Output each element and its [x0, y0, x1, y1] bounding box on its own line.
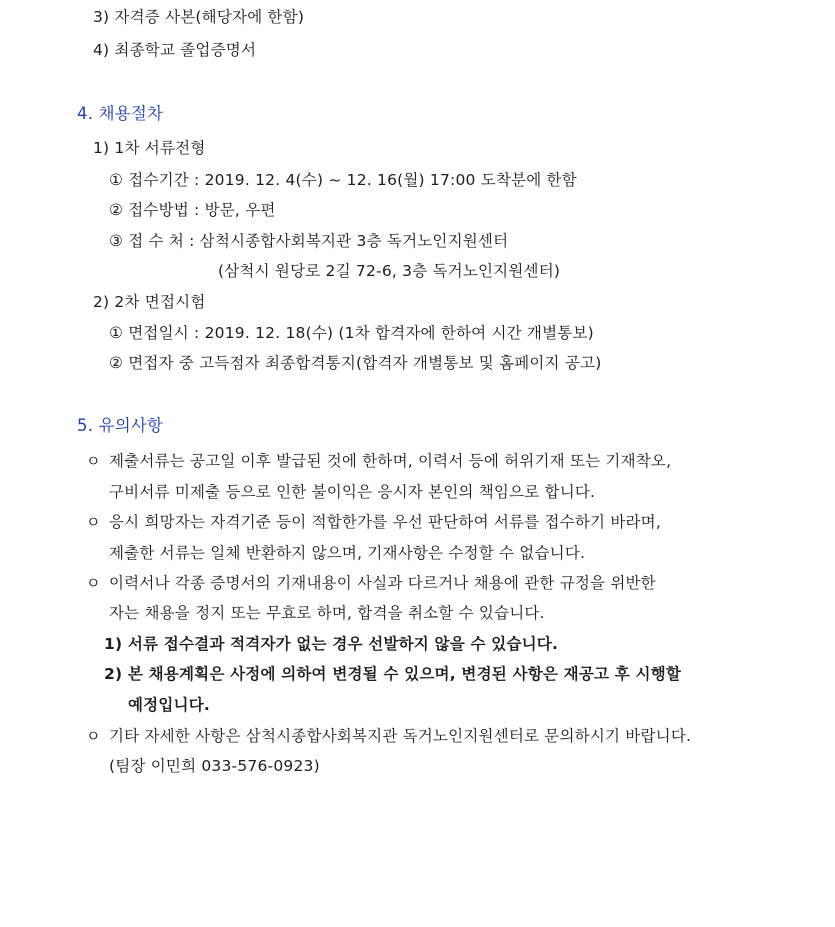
step-1-address: (삼척시 원당로 2길 72-6, 3층 독거노인지원센터) — [218, 262, 561, 280]
step-2-item: ② 면접자 중 고득점자 최종합격통지(합격자 개별통보 및 홈페이지 공고) — [109, 354, 602, 372]
step-1-item: ③ 접 수 처 : 삼척시종합사회복지관 3층 독거노인지원센터 — [109, 232, 509, 250]
contact-person: (팀장 이민희 033-576-0923) — [109, 757, 320, 775]
note-line: 제출한 서류는 일체 반환하지 않으며, 기재사항은 수정할 수 없습니다. — [109, 544, 586, 562]
note-line: 구비서류 미제출 등으로 인한 불이익은 응시자 본인의 책임으로 합니다. — [109, 483, 596, 501]
bullet-icon: ㅇ — [86, 452, 101, 470]
bullet-icon: ㅇ — [86, 574, 101, 592]
bullet-icon: ㅇ — [86, 513, 101, 531]
note-line: 이력서나 각종 증명서의 기재내용이 사실과 다르거나 채용에 관한 규정을 위반한 — [109, 574, 656, 592]
section-4-heading: 4. 채용절차 — [77, 104, 164, 123]
step-1-item: ② 접수방법 : 방문, 우편 — [109, 201, 276, 219]
step-2-item: ① 면접일시 : 2019. 12. 18(수) (1차 합격자에 한하여 시간 개별통보) — [109, 324, 594, 342]
attachment-item-3: 3) 자격증 사본(해당자에 한함) — [93, 8, 305, 26]
bold-note: 1) 서류 접수결과 적격자가 없는 경우 선발하지 않을 수 있습니다. — [104, 635, 559, 653]
step-2-title: 2) 2차 면접시험 — [93, 293, 206, 311]
contact-line: 기타 자세한 사항은 삼척시종합사회복지관 독거노인지원센터로 문의하시기 바랍니다. — [109, 727, 692, 745]
section-5-heading: 5. 유의사항 — [77, 416, 164, 435]
step-1-item: ① 접수기간 : 2019. 12. 4(수) ~ 12. 16(월) 17:00 도착분에 한함 — [109, 171, 577, 189]
note-line: 자는 채용을 정지 또는 무효로 하며, 합격을 취소할 수 있습니다. — [109, 604, 545, 622]
bold-note: 예정입니다. — [128, 696, 210, 714]
note-line: 응시 희망자는 자격기준 등이 적합한가를 우선 판단하여 서류를 접수하기 바라며, — [109, 513, 661, 531]
step-1-title: 1) 1차 서류전형 — [93, 139, 206, 157]
attachment-item-4: 4) 최종학교 졸업증명서 — [93, 41, 257, 59]
note-line: 제출서류는 공고일 이후 발급된 것에 한하며, 이력서 등에 허위기재 또는 기재착오, — [109, 452, 672, 470]
bold-note: 2) 본 채용계획은 사정에 의하여 변경될 수 있으며, 변경된 사항은 재공고 후 시행할 — [104, 665, 682, 683]
bullet-icon: ㅇ — [86, 727, 101, 745]
